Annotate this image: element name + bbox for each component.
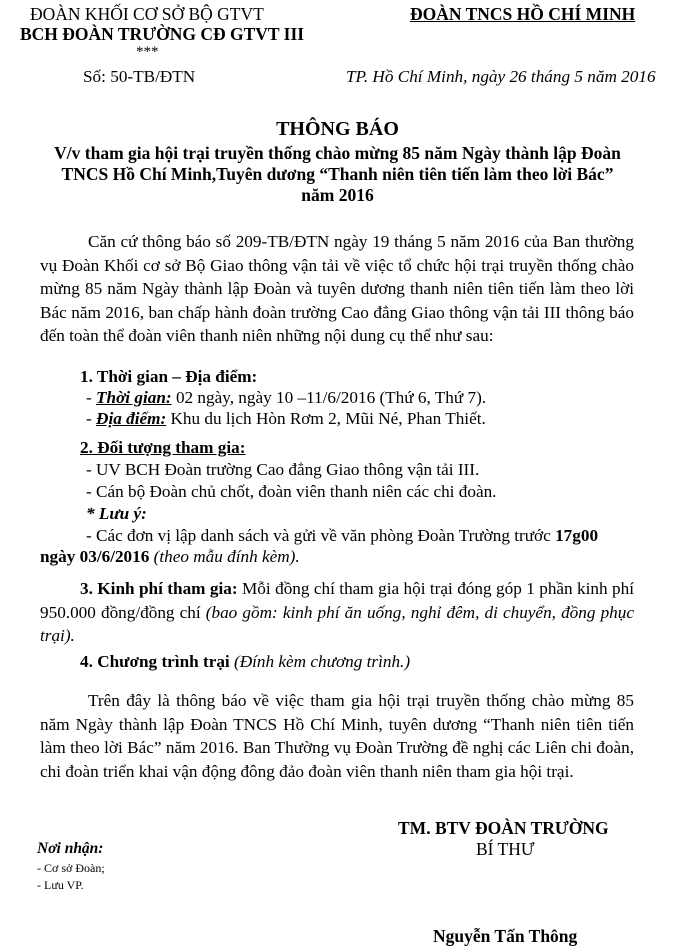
place-label: Địa điểm: — [96, 409, 167, 428]
org-unit: BCH ĐOÀN TRƯỜNG CĐ GTVT III — [20, 24, 305, 44]
time-label: Thời gian: — [96, 388, 172, 407]
recipient-item: - Cơ sở Đoàn; — [37, 861, 105, 875]
doc-number: Số: 50-TB/ĐTN — [83, 67, 196, 86]
note-deadline-time: 17g00 — [555, 526, 599, 545]
section4-heading: 4. Chương trình trại — [80, 652, 230, 671]
doc-title: THÔNG BÁO — [276, 118, 399, 140]
note-deadline-date: ngày 03/6/2016 — [40, 547, 150, 566]
section3-detail: (bao gồm: kinh phí ăn uống, nghỉ đêm, di chuyển, đồng phục trại). — [40, 602, 634, 645]
section2-item1: - UV BCH Đoàn trường Cao đẳng Giao thông vận tải III. — [86, 460, 480, 479]
section1-heading: 1. Thời gian – Địa điểm: — [80, 367, 258, 386]
section2-item2: - Cán bộ Đoàn chủ chốt, đoàn viên thanh niên các chi đoàn. — [86, 482, 497, 501]
section3-heading: 3. Kinh phí tham gia: — [80, 579, 238, 598]
section1-place: - Địa điểm: Khu du lịch Hòn Rơm 2, Mũi Né, Phan Thiết. — [86, 409, 486, 428]
closing-paragraph: Trên đây là thông báo về việc tham gia hội trại truyền thống chào mừng 85 năm Ngày thành lập Đoàn TNCS Hồ Chí Minh, tuyên dương “Thanh niên tiên tiến làm theo lời Bác” năm 2016. Ban Thường vụ Đoàn Trường đề nghị các Liên chi đoàn, chi đoàn triển khai vận động đông đảo đoàn viên thanh niên tham gia hội trại. — [40, 691, 634, 781]
note-line1 — [86, 526, 598, 546]
note-label: * Lưu ý: — [86, 504, 147, 523]
note-tail: (theo mẫu đính kèm). — [149, 547, 300, 566]
signature-position: BÍ THƯ — [476, 839, 535, 859]
place-value: Khu du lịch Hòn Rơm 2, Mũi Né, Phan Thiết. — [166, 409, 486, 428]
org-right: ĐOÀN TNCS HỒ CHÍ MINH — [410, 4, 636, 24]
time-value: 02 ngày, ngày 10 –11/6/2016 (Thứ 6, Thứ 7). — [171, 388, 487, 407]
place-date: TP. Hồ Chí Minh, ngày 26 tháng 5 năm 2016 — [346, 67, 656, 86]
recipients-label: Nơi nhận: — [37, 840, 104, 857]
title-subject-line3: năm 2016 — [301, 185, 374, 205]
org-parent: ĐOÀN KHỐI CƠ SỞ BỘ GTVT — [30, 4, 264, 24]
section1-time: - Thời gian: 02 ngày, ngày 10 –11/6/2016 (Thứ 6, Thứ 7). — [86, 388, 487, 407]
section4 — [80, 652, 410, 672]
section3-paragraph — [40, 577, 634, 648]
title-subject-line1: V/v tham gia hội trại truyền thống chào mừng 85 năm Ngày thành lập Đoàn — [54, 143, 621, 163]
header-stars: *** — [136, 44, 159, 60]
title-subject-line2: TNCS Hồ Chí Minh,Tuyên dương “Thanh niên tiên tiến làm theo lời Bác” — [61, 164, 614, 184]
intro-paragraph: Căn cứ thông báo số 209-TB/ĐTN ngày 19 tháng 5 năm 2016 của Ban thường vụ Đoàn Khối cơ sở Bộ Giao thông vận tải về việc tổ chức hội trại truyền thống chào mừng 85 năm Ngày thành lập Đoàn và tuyên dương thanh niên tiên tiến làm theo lời Bác năm 2016, ban chấp hành đoàn trường Cao đẳng Giao thông vận tải III thông báo đến toàn thể đoàn viên thanh niên những nội dung cụ thể như sau: — [40, 232, 634, 345]
recipient-item: - Lưu VP. — [37, 878, 84, 892]
section2-heading: 2. Đối tượng tham gia: — [80, 438, 246, 457]
section3-text: Mỗi đồng chí tham gia hội trại đóng góp 1 phần kinh phí 950.000 đồng/đồng chí — [40, 579, 634, 622]
signature-on-behalf: TM. BTV ĐOÀN TRƯỜNG — [398, 818, 609, 838]
signature-name: Nguyễn Tấn Thông — [433, 926, 578, 946]
note-line2 — [40, 547, 300, 567]
section4-detail: (Đính kèm chương trình.) — [229, 652, 411, 671]
note-text: - Các đơn vị lập danh sách và gửi về văn phòng Đoàn Trường trước — [86, 526, 556, 545]
